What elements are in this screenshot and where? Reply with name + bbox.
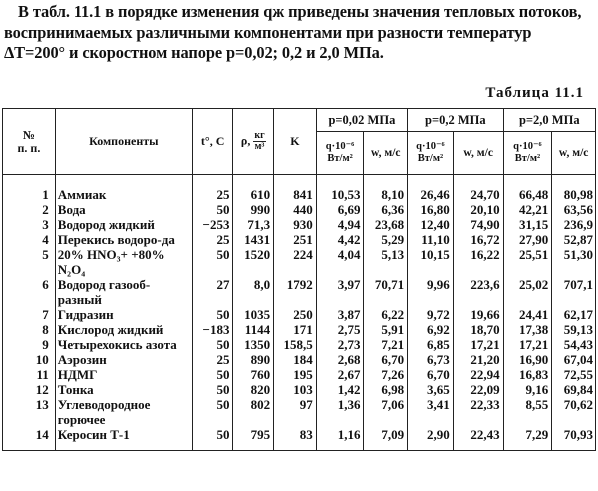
row-k: 97 xyxy=(274,397,317,427)
row-density: 8,0 xyxy=(233,277,274,307)
row-component: Углеводородное горючее xyxy=(55,397,192,427)
table-row xyxy=(3,232,596,247)
row-w-p20: 63,56 xyxy=(552,202,596,217)
header-density-unit-top: кг xyxy=(254,130,265,141)
row-number: 3 xyxy=(3,217,56,232)
row-q-p20: 25,02 xyxy=(503,277,552,307)
header-temperature: t°, С xyxy=(192,109,233,175)
row-density: 1035 xyxy=(233,307,274,322)
row-temperature: 25 xyxy=(192,175,233,203)
row-temperature: 50 xyxy=(192,307,233,322)
header-density xyxy=(233,109,274,175)
header-q-1 xyxy=(316,132,364,175)
row-k: 224 xyxy=(274,247,317,277)
table-row xyxy=(3,202,596,217)
row-w-p002: 7,21 xyxy=(364,337,408,352)
row-w-p20: 62,17 xyxy=(552,307,596,322)
row-number: 10 xyxy=(3,352,56,367)
row-w-p20: 69,84 xyxy=(552,382,596,397)
row-component: 20% HNO₃+ +80% N₂O₄ xyxy=(55,247,192,277)
table-row xyxy=(3,217,596,232)
row-temperature: 25 xyxy=(192,232,233,247)
row-component: Вода xyxy=(55,202,192,217)
row-number: 4 xyxy=(3,232,56,247)
table-row xyxy=(3,337,596,352)
row-q-p002: 3,97 xyxy=(316,277,364,307)
row-density: 610 xyxy=(233,175,274,203)
row-temperature: 50 xyxy=(192,382,233,397)
table-body xyxy=(3,175,596,451)
intro-paragraph: В табл. 11.1 в порядке изменения qж приведены значения тепловых потоков, воспринимаемых различными компонентами при разности температур ΔT=200° и скоростном напоре p=0,02; 0,2 и 2,0 МПа. xyxy=(4,2,582,62)
row-w-p20: 52,87 xyxy=(552,232,596,247)
row-density: 890 xyxy=(233,352,274,367)
row-q-p20: 25,51 xyxy=(503,247,552,277)
row-number: 8 xyxy=(3,322,56,337)
header-q-2-top: q·10⁻⁶ xyxy=(416,141,445,152)
row-component: Водород газооб-разный xyxy=(55,277,192,307)
header-density-symbol: ρ, xyxy=(240,133,251,148)
row-q-p02: 10,15 xyxy=(408,247,454,277)
row-q-p002: 4,42 xyxy=(316,232,364,247)
row-density: 990 xyxy=(233,202,274,217)
row-number: 5 xyxy=(3,247,56,277)
row-q-p20: 66,48 xyxy=(503,175,552,203)
row-q-p002: 1,42 xyxy=(316,382,364,397)
data-table xyxy=(2,108,596,451)
table-caption: Таблица 11.1 xyxy=(485,85,584,101)
row-w-p20: 72,55 xyxy=(552,367,596,382)
row-component: Аммиак xyxy=(55,175,192,203)
table-row xyxy=(3,322,596,337)
header-q-2 xyxy=(408,132,454,175)
row-q-p02: 6,85 xyxy=(408,337,454,352)
row-q-p20: 8,55 xyxy=(503,397,552,427)
row-number: 12 xyxy=(3,382,56,397)
header-q-1-top: q·10⁻⁶ xyxy=(325,141,355,152)
row-component: Перекись водоро-да xyxy=(55,232,192,247)
row-q-p002: 2,68 xyxy=(316,352,364,367)
row-q-p002: 10,53 xyxy=(316,175,364,203)
row-q-p002: 6,69 xyxy=(316,202,364,217)
row-temperature: 50 xyxy=(192,247,233,277)
row-w-p20: 54,43 xyxy=(552,337,596,352)
row-k: 1792 xyxy=(274,277,317,307)
table-row xyxy=(3,382,596,397)
table-row xyxy=(3,175,596,203)
row-component: НДМГ xyxy=(55,367,192,382)
row-number: 9 xyxy=(3,337,56,352)
row-w-p002: 5,91 xyxy=(364,322,408,337)
row-q-p02: 6,92 xyxy=(408,322,454,337)
row-q-p02: 3,41 xyxy=(408,397,454,427)
row-q-p02: 2,90 xyxy=(408,427,454,451)
row-w-p02: 16,22 xyxy=(453,247,503,277)
row-temperature: 25 xyxy=(192,352,233,367)
header-density-unit-bottom: м³ xyxy=(254,141,265,152)
row-w-p20: 707,1 xyxy=(552,277,596,307)
row-q-p02: 26,46 xyxy=(408,175,454,203)
header-component: Компоненты xyxy=(55,109,192,175)
row-w-p002: 6,98 xyxy=(364,382,408,397)
row-q-p002: 4,04 xyxy=(316,247,364,277)
row-w-p002: 70,71 xyxy=(364,277,408,307)
row-w-p20: 70,62 xyxy=(552,397,596,427)
row-q-p02: 9,96 xyxy=(408,277,454,307)
row-temperature: 50 xyxy=(192,367,233,382)
row-number: 7 xyxy=(3,307,56,322)
header-density-unit xyxy=(253,131,265,152)
row-q-p20: 7,29 xyxy=(503,427,552,451)
row-w-p20: 51,30 xyxy=(552,247,596,277)
row-number: 13 xyxy=(3,397,56,427)
row-k: 83 xyxy=(274,427,317,451)
row-k: 251 xyxy=(274,232,317,247)
row-q-p002: 1,36 xyxy=(316,397,364,427)
row-temperature: 27 xyxy=(192,277,233,307)
row-w-p002: 6,36 xyxy=(364,202,408,217)
row-density: 1520 xyxy=(233,247,274,277)
table-row xyxy=(3,427,596,451)
row-w-p20: 59,13 xyxy=(552,322,596,337)
table-row xyxy=(3,247,596,277)
row-w-p02: 223,6 xyxy=(453,277,503,307)
row-temperature: −183 xyxy=(192,322,233,337)
header-group-p02: p=0,2 МПа xyxy=(408,109,503,132)
row-k: 841 xyxy=(274,175,317,203)
row-density: 795 xyxy=(233,427,274,451)
row-density: 802 xyxy=(233,397,274,427)
row-w-p002: 6,70 xyxy=(364,352,408,367)
row-k: 171 xyxy=(274,322,317,337)
row-component: Тонка xyxy=(55,382,192,397)
row-q-p02: 6,73 xyxy=(408,352,454,367)
row-density: 1144 xyxy=(233,322,274,337)
row-k: 250 xyxy=(274,307,317,322)
row-number: 14 xyxy=(3,427,56,451)
row-w-p20: 236,9 xyxy=(552,217,596,232)
row-q-p20: 9,16 xyxy=(503,382,552,397)
row-q-p02: 6,70 xyxy=(408,367,454,382)
row-density: 1350 xyxy=(233,337,274,352)
table-row xyxy=(3,307,596,322)
row-q-p02: 16,80 xyxy=(408,202,454,217)
row-k: 930 xyxy=(274,217,317,232)
row-q-p20: 42,21 xyxy=(503,202,552,217)
row-w-p20: 70,93 xyxy=(552,427,596,451)
row-w-p002: 7,26 xyxy=(364,367,408,382)
row-w-p02: 22,33 xyxy=(453,397,503,427)
row-w-p02: 20,10 xyxy=(453,202,503,217)
row-k: 158,5 xyxy=(274,337,317,352)
header-k: K xyxy=(274,109,317,175)
row-q-p02: 12,40 xyxy=(408,217,454,232)
row-temperature: 50 xyxy=(192,397,233,427)
row-component: Кислород жидкий xyxy=(55,322,192,337)
row-q-p20: 17,21 xyxy=(503,337,552,352)
row-w-p02: 22,94 xyxy=(453,367,503,382)
row-number: 2 xyxy=(3,202,56,217)
row-k: 195 xyxy=(274,367,317,382)
row-temperature: −253 xyxy=(192,217,233,232)
row-temperature: 50 xyxy=(192,202,233,217)
table-row xyxy=(3,277,596,307)
header-group-p002: p=0,02 МПа xyxy=(316,109,407,132)
row-q-p002: 2,75 xyxy=(316,322,364,337)
header-q-2-unit: Вт/м² xyxy=(417,153,444,164)
row-w-p02: 18,70 xyxy=(453,322,503,337)
row-density: 760 xyxy=(233,367,274,382)
row-q-p02: 9,72 xyxy=(408,307,454,322)
row-w-p002: 5,13 xyxy=(364,247,408,277)
row-component: Водород жидкий xyxy=(55,217,192,232)
row-w-p002: 23,68 xyxy=(364,217,408,232)
row-q-p002: 3,87 xyxy=(316,307,364,322)
table-row xyxy=(3,397,596,427)
row-w-p20: 67,04 xyxy=(552,352,596,367)
row-q-p002: 2,67 xyxy=(316,367,364,382)
table-row xyxy=(3,352,596,367)
row-density: 71,3 xyxy=(233,217,274,232)
row-w-p002: 7,09 xyxy=(364,427,408,451)
header-number-sign: № xyxy=(22,127,35,142)
row-q-p02: 11,10 xyxy=(408,232,454,247)
header-q-3-unit: Вт/м² xyxy=(514,153,541,164)
header-w-2: w, м/с xyxy=(453,132,503,175)
row-component: Гидразин xyxy=(55,307,192,322)
row-w-p002: 7,06 xyxy=(364,397,408,427)
row-q-p20: 31,15 xyxy=(503,217,552,232)
row-number: 6 xyxy=(3,277,56,307)
row-k: 184 xyxy=(274,352,317,367)
data-table-wrapper xyxy=(2,108,596,451)
header-w-3: w, м/с xyxy=(552,132,596,175)
header-q-3 xyxy=(503,132,552,175)
row-w-p02: 74,90 xyxy=(453,217,503,232)
row-number: 11 xyxy=(3,367,56,382)
row-q-p20: 16,90 xyxy=(503,352,552,367)
row-w-p02: 24,70 xyxy=(453,175,503,203)
row-k: 440 xyxy=(274,202,317,217)
row-w-p002: 5,29 xyxy=(364,232,408,247)
header-number xyxy=(3,109,56,175)
row-q-p02: 3,65 xyxy=(408,382,454,397)
row-q-p002: 4,94 xyxy=(316,217,364,232)
header-q-1-unit: Вт/м² xyxy=(327,153,353,164)
row-component: Четырехокись азота xyxy=(55,337,192,352)
row-k: 103 xyxy=(274,382,317,397)
row-q-p002: 2,73 xyxy=(316,337,364,352)
row-temperature: 50 xyxy=(192,337,233,352)
row-component: Аэрозин xyxy=(55,352,192,367)
row-q-p20: 16,83 xyxy=(503,367,552,382)
header-w-1: w, м/с xyxy=(364,132,408,175)
row-w-p002: 6,22 xyxy=(364,307,408,322)
row-w-p02: 22,43 xyxy=(453,427,503,451)
row-w-p20: 80,98 xyxy=(552,175,596,203)
row-w-p02: 19,66 xyxy=(453,307,503,322)
row-w-p02: 22,09 xyxy=(453,382,503,397)
row-component: Керосин Т-1 xyxy=(55,427,192,451)
row-number: 1 xyxy=(3,175,56,203)
header-q-3-top: q·10⁻⁶ xyxy=(513,141,542,152)
row-w-p002: 8,10 xyxy=(364,175,408,203)
row-density: 1431 xyxy=(233,232,274,247)
row-temperature: 50 xyxy=(192,427,233,451)
table-row xyxy=(3,367,596,382)
row-q-p20: 24,41 xyxy=(503,307,552,322)
row-q-p20: 27,90 xyxy=(503,232,552,247)
row-q-p002: 1,16 xyxy=(316,427,364,451)
header-group-p20: p=2,0 МПа xyxy=(503,109,595,132)
row-density: 820 xyxy=(233,382,274,397)
row-q-p20: 17,38 xyxy=(503,322,552,337)
row-w-p02: 16,72 xyxy=(453,232,503,247)
header-number-abbr: п. п. xyxy=(17,140,41,155)
row-w-p02: 21,20 xyxy=(453,352,503,367)
row-w-p02: 17,21 xyxy=(453,337,503,352)
